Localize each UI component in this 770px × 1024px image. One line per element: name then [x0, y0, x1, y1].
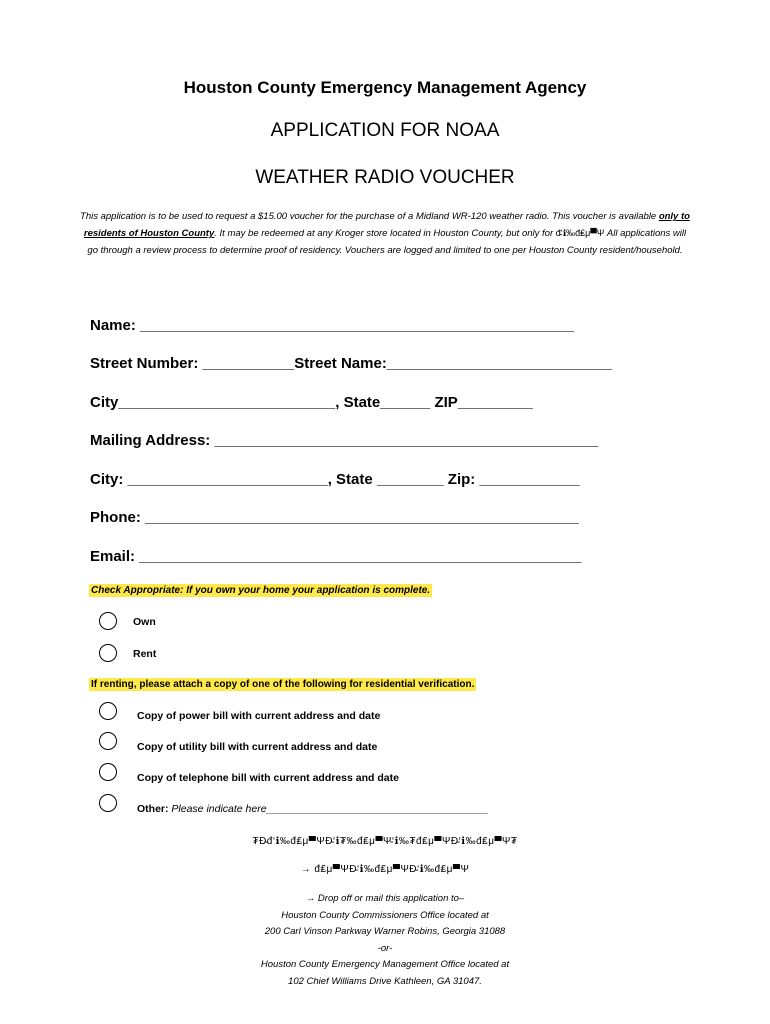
- other-hint: Please indicate here______________________________________: [171, 803, 489, 815]
- mailing-address-field[interactable]: Mailing Address: ______________________________________________: [90, 432, 599, 449]
- other-label-text: Other:: [137, 803, 169, 815]
- footer-line-4: -or-: [377, 942, 393, 954]
- street-field[interactable]: Street Number: ___________Street Name:___________________________: [90, 355, 613, 372]
- telephone-bill-radio[interactable]: [99, 763, 117, 781]
- other-radio[interactable]: [99, 794, 117, 812]
- footer-line-2: Houston County Commissioners Office located at: [281, 909, 489, 921]
- intro-underlined: only to residents of Houston County: [83, 211, 690, 239]
- utility-bill-radio[interactable]: [99, 732, 117, 750]
- mailing-city-field[interactable]: City: ________________________, State ________ Zip: ____________: [90, 471, 580, 488]
- garbled-line-1: ₮Đ̴đ‘ℹ‰đ₤μ▀ΨĐ̴‘ℹ₮‰đ₤μ▀Ψ̴‘ℹ‰₮đ₤μ▀ΨĐ̴‘ℹ‰đ₤μ▀Ψ₮: [252, 836, 518, 847]
- utility-bill-label: Copy of utility bill with current address and date: [137, 741, 378, 753]
- rent-label: Rent: [133, 648, 157, 660]
- name-field[interactable]: Name: ____________________________________________________: [90, 317, 574, 334]
- intro-paragraph: [80, 208, 690, 259]
- footer-line-6: 102 Chief Williams Drive Kathleen, GA 31047.: [288, 975, 482, 987]
- footer-line-1: → Drop off or mail this application to–: [305, 893, 465, 904]
- intro-text-2: . It may be redeemed at any Kroger store located in Houston County, but only for: [214, 228, 556, 239]
- own-radio[interactable]: [99, 612, 117, 630]
- intro-text-1: This application is to be used to request a $15.00 voucher for the purchase of a Midland WR-120 weather radio. This voucher is available: [80, 211, 659, 222]
- ownership-instruction: Check Appropriate: If you own your home your application is complete.: [91, 585, 431, 596]
- power-bill-label: Copy of power bill with current address and date: [137, 710, 381, 722]
- agency-name: Houston County Emergency Management Agency: [183, 78, 587, 97]
- submission-instructions: [0, 891, 770, 990]
- email-field[interactable]: Email: _____________________________________________________: [90, 548, 582, 565]
- title-line-2: WEATHER RADIO VOUCHER: [255, 167, 515, 188]
- footer-line-3: 200 Carl Vinson Parkway Warner Robins, Georgia 31088: [264, 926, 506, 937]
- phone-field[interactable]: Phone: ____________________________________________________: [90, 509, 579, 526]
- title-line-1: APPLICATION FOR NOAA: [270, 120, 500, 141]
- rent-radio[interactable]: [99, 644, 117, 662]
- own-label: Own: [133, 616, 156, 628]
- garbled-line-2: → đ₤μ▀ΨĐ̴‘ℹ‰đ₤μ▀ΨĐ̴‘ℹ‰đ₤μ▀Ψ: [300, 864, 470, 875]
- other-label[interactable]: [137, 803, 488, 815]
- footer-line-5: Houston County Emergency Management Office located at: [260, 959, 510, 970]
- intro-garbled: đ̴‘ℹ‰đ₤μ▀Ψ: [555, 228, 605, 238]
- power-bill-radio[interactable]: [99, 702, 117, 720]
- city-state-zip-field[interactable]: City__________________________, State______ ZIP_________: [90, 394, 533, 411]
- telephone-bill-label: Copy of telephone bill with current address and date: [137, 772, 399, 784]
- intro-text-3: All applications will go through a review process to determine proof of residency. Vouchers are logged and limited to one per Houston County resident/household.: [87, 228, 687, 256]
- renting-instruction: If renting, please attach a copy of one of the following for residential verification.: [91, 679, 475, 690]
